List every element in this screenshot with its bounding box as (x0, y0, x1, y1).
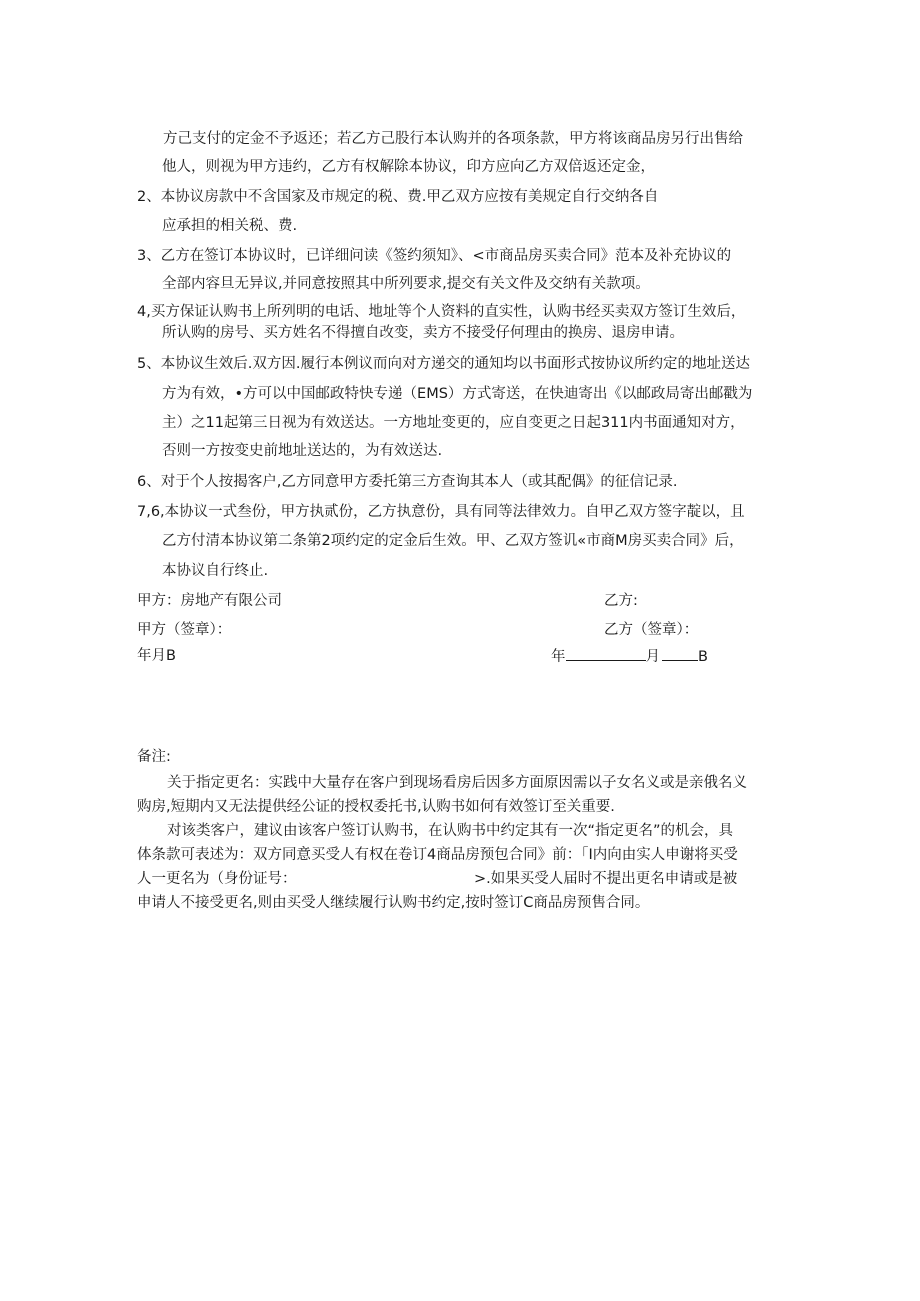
notes-heading: 备注: (137, 749, 171, 765)
note-2-line-1: 对该类客户，建议由该客户签订认购书，在认购书中约定其有一次“指定更名”的机会，具 (167, 823, 734, 839)
clause-1-continuation-line-1: 方己支付的定金不予返还；若乙方己股行本认购并的各项条款，甲方将该商品房另行出售给 (163, 131, 743, 147)
date-month-label: 月 (645, 649, 660, 665)
clause-6-line-1: 6、对于个人按揭客户,乙方同意甲方委托第三方查询其本人（或其配偶》的征信记录. (137, 474, 678, 490)
date-day-label: B (698, 649, 708, 665)
clause-5-line-2: 方为有效，•方可以中国邮政特快专递（EMS）方式寄送，在快迪寄出《以邮政局寄出邮戳为 (162, 386, 753, 402)
note-2-line-2: 体条款可表述为：双方同意买受人有权在卷订4商品房预包合同》前：「I内向由实人申谢将买受 (137, 847, 738, 863)
note-1-line-1: 关于指定更名：实践中大量存在客户到现场看房后因多方面原因需以子女名义或是亲俄名义 (167, 775, 747, 791)
clause-4-line-2: 所认购的房号、买方姓名不得擅自改变，卖方不接受仔何理由的换房、退房申请。 (162, 325, 684, 341)
clause-7-line-1: 7,6,本协议一式叁份，甲方执贰份，乙方执意份，具有同等法律效力。自甲乙双方签字靛以，且 (137, 504, 745, 520)
note-2-line-3b: >.如果买受人届时不提出更名申请或是被 (474, 871, 738, 887)
clause-3-line-2: 全部内容旦无异议,并同意按照其中所列要求,提交有关文件及交纳有关款项。 (162, 276, 650, 292)
clause-2-line-2: 应承担的相关税、费. (162, 218, 298, 234)
clause-5-line-3: 主）之11起第三日视为有效送达。一方地址变更的，应自变更之日起311内书面通知对方， (162, 415, 745, 431)
party-b-seal: 乙方（签章）： (604, 622, 699, 638)
party-a-seal: 甲方（签章）： (137, 622, 232, 638)
clause-5-line-1: 5、本协议生效后.双方因.履行本例议而向对方递交的通知均以书面形式按协议所约定的地址送达 (137, 356, 750, 372)
day-blank-line (662, 646, 698, 661)
party-a-name: 甲方：房地产有限公司 (137, 593, 282, 609)
clause-5-line-4: 否则一方按变史前地址送达的，为有效送达. (162, 443, 443, 459)
clause-3-line-1: 3、乙方在签订本协议时，已详细问读《签约须知》、<市商品房买卖合同》范本及补充协议的 (137, 248, 732, 264)
date-year-label: 年 (551, 649, 566, 665)
clause-7-line-2: 乙方付清本协议第二条第2项约定的定金后生效。甲、乙双方签讥«市商M房买卖合同》后， (162, 533, 744, 549)
date-right (551, 646, 708, 667)
clause-4-line-1: 4,买方保证认购书上所列明的电话、地址等个人资料的直实性，认购书经买卖双方签订生效后， (137, 304, 746, 320)
clause-1-continuation-line-2: 他人，则视为甲方违约，乙方有权解除本协议，印方应向乙方双倍返还定金， (162, 159, 655, 175)
clause-2-line-1: 2、本协议房款中不含国家及市规定的税、费.甲乙双方应按有美规定自行交纳各自 (137, 189, 659, 205)
note-2-line-4: 申请人不接受更名,则由买受人继续履行认购书约定,按时签订C商品房预售合同。 (137, 895, 650, 911)
date-left: 年月B (137, 648, 176, 664)
note-1-line-2: 购房,短期内又无法提供经公证的授权委托书,认购书如何有效签订至关重要. (137, 799, 615, 815)
note-2-line-3a: 人一更名为（身份证号： (137, 871, 297, 887)
clause-7-line-3: 本协议自行终止. (162, 563, 269, 579)
month-blank-line (566, 646, 646, 661)
party-b-name: 乙方: (604, 593, 638, 609)
